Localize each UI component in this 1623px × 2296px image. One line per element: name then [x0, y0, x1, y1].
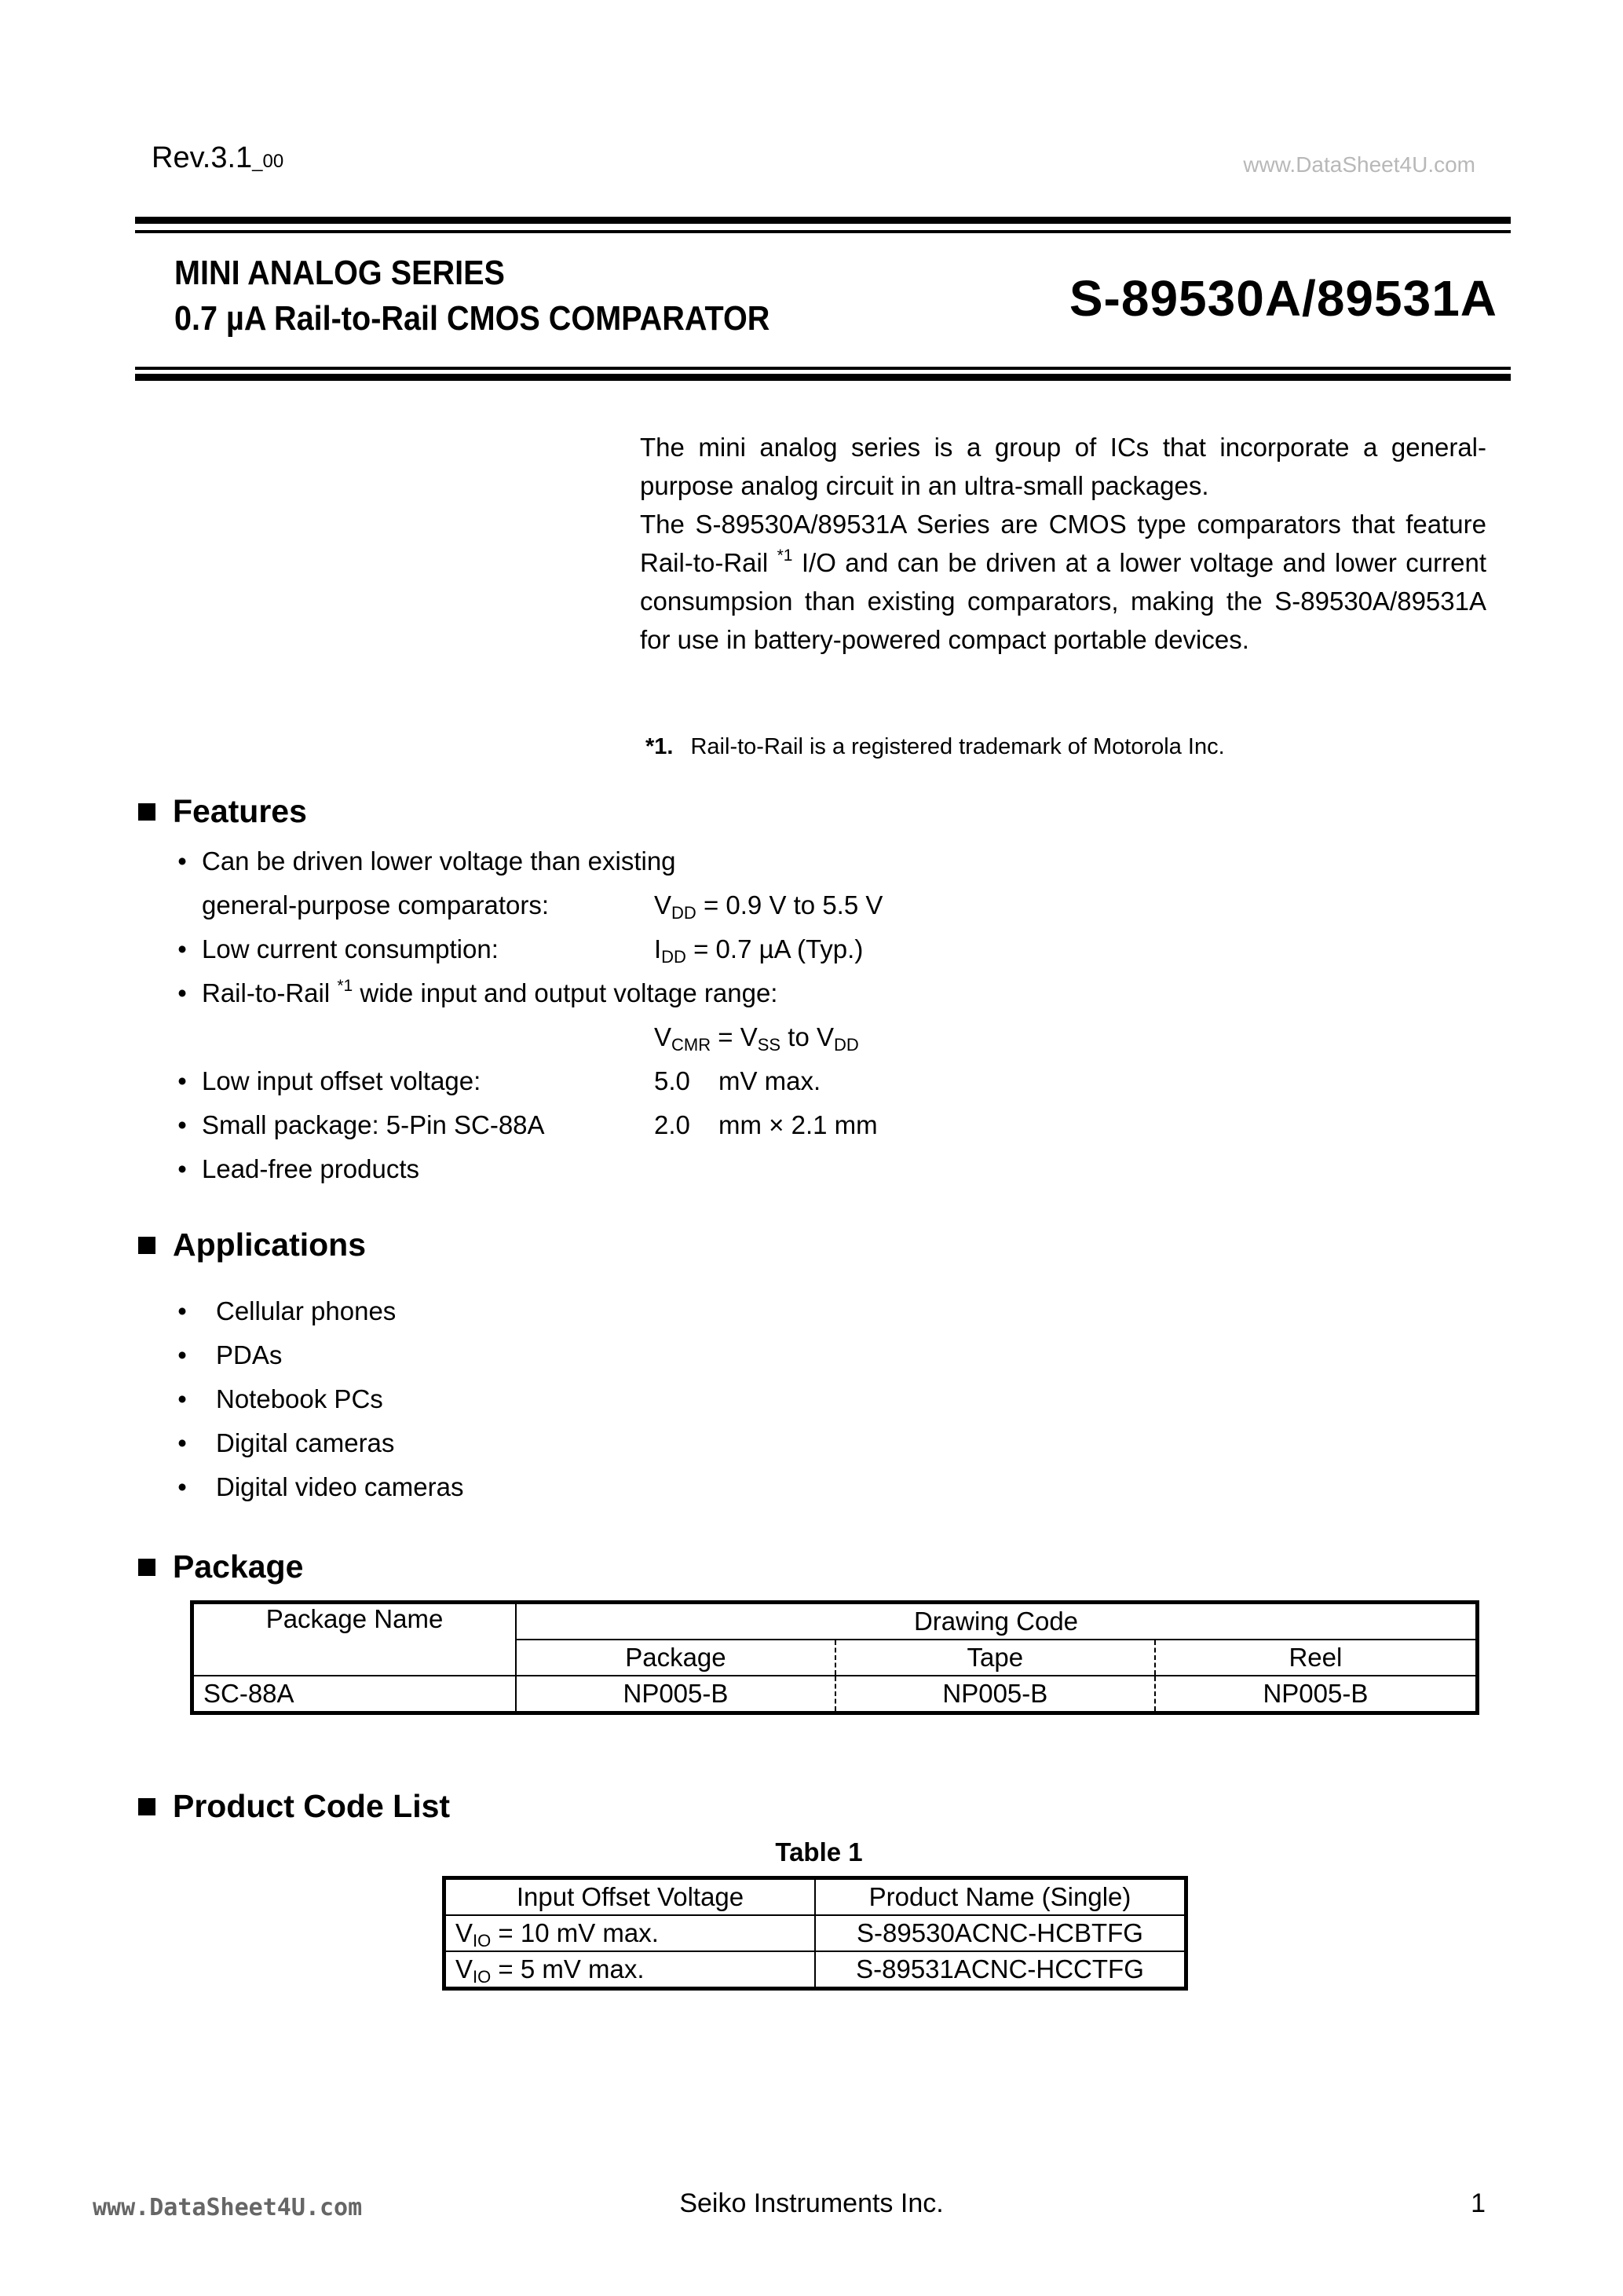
- cell-reel-code: NP005-B: [1155, 1676, 1478, 1713]
- cell-tape-code: NP005-B: [835, 1676, 1155, 1713]
- bullet-icon: •: [177, 1066, 187, 1095]
- symbol-v: V: [654, 1022, 672, 1051]
- equals-v: = V: [711, 1022, 758, 1051]
- bullet-icon: •: [177, 1296, 187, 1325]
- bullet-icon: •: [177, 1384, 187, 1413]
- application-item: PDAs: [216, 1340, 283, 1369]
- table-row: [444, 1915, 1186, 1951]
- table-row: [444, 1951, 1186, 1989]
- footnote: [645, 734, 1225, 760]
- bullet-icon: •: [177, 1154, 187, 1183]
- intro-p2-start: The S-89530A/89531A Series are CMOS type comparators that feature Rail-to-Rail: [640, 510, 1486, 577]
- cell-voltage: [444, 1951, 816, 1989]
- rail-text: Rail-to-Rail: [202, 978, 331, 1007]
- application-item: Digital video cameras: [216, 1472, 464, 1501]
- symbol-v: V: [455, 1918, 473, 1947]
- header-input-offset-voltage: Input Offset Voltage: [444, 1878, 816, 1916]
- feature-2-label: Low current consumption:: [202, 934, 499, 963]
- applications-heading-text: Applications: [173, 1227, 367, 1263]
- subscript: IO: [473, 1931, 492, 1951]
- square-bullet-icon: [138, 803, 155, 821]
- symbol-i: I: [654, 934, 662, 963]
- footer-company: Seiko Instruments Inc.: [679, 2188, 944, 2218]
- subscript: IO: [473, 1967, 492, 1987]
- value-text: = 5 mV max.: [491, 1954, 645, 1983]
- intro-text: [640, 428, 1486, 659]
- feature-1-line-2: general-purpose comparators:: [202, 890, 550, 919]
- feature-3-label: [202, 971, 777, 1015]
- bullet-icon: •: [177, 978, 187, 1007]
- footnote-ref: *1: [337, 977, 353, 995]
- to-v: to V: [780, 1022, 834, 1051]
- value-text: = 0.7 µA (Typ.): [685, 934, 864, 963]
- intro-p2-end: I/O and can be driven at a lower voltage and lower current consumpsion than existing comparators, making the S-89530A/89531A for use in battery-powered compact portable devices.: [640, 548, 1487, 654]
- header-product-name: Product Name (Single): [815, 1878, 1186, 1916]
- revision-text: Rev.3.1: [152, 141, 253, 174]
- intro-paragraph-1: The mini analog series is a group of ICs that incorporate a general-purpose analog circuit in an ultra-small packages.: [640, 433, 1486, 500]
- product-code-heading: [138, 1788, 450, 1825]
- device-subtitle: 0.7 µA Rail-to-Rail CMOS COMPARATOR: [174, 299, 770, 338]
- cell-product-name: S-89530ACNC-HCBTFG: [815, 1915, 1186, 1951]
- features-heading-text: Features: [173, 793, 307, 829]
- cell-product-name: S-89531ACNC-HCCTFG: [815, 1951, 1186, 1989]
- cell-package-code: NP005-B: [516, 1676, 835, 1713]
- symbol-v: V: [455, 1954, 473, 1983]
- feature-1-value: [654, 883, 883, 927]
- application-item: Digital cameras: [216, 1428, 395, 1457]
- range-text: wide input and output voltage range:: [353, 978, 778, 1007]
- square-bullet-icon: [138, 1798, 155, 1815]
- feature-5-label: Small package: 5-Pin SC-88A: [202, 1110, 545, 1139]
- application-item: Notebook PCs: [216, 1384, 383, 1413]
- subscript: DD: [833, 1035, 859, 1055]
- feature-4-number: 5.0: [654, 1066, 690, 1095]
- header-rule-bottom-thin: [135, 367, 1511, 370]
- bullet-icon: •: [177, 1340, 187, 1369]
- table-row: [192, 1676, 1478, 1713]
- header-package-name: Package Name: [192, 1603, 517, 1676]
- feature-5-number: 2.0: [654, 1110, 690, 1139]
- bullet-icon: •: [177, 1428, 187, 1457]
- revision-label: [152, 141, 283, 175]
- package-table: [190, 1600, 1479, 1715]
- footnote-text: Rail-to-Rail is a registered trademark of Motorola Inc.: [690, 734, 1225, 759]
- header-tape: Tape: [835, 1640, 1155, 1676]
- product-code-table: [442, 1876, 1188, 1991]
- footnote-mark: *1.: [645, 734, 674, 759]
- bullet-icon: •: [177, 846, 187, 876]
- header-rule-top-thin: [135, 230, 1511, 233]
- feature-6-label: Lead-free products: [202, 1154, 420, 1183]
- bullet-icon: •: [177, 1472, 187, 1501]
- subscript: DD: [661, 947, 686, 967]
- value-text: = 10 mV max.: [491, 1918, 659, 1947]
- feature-5-unit: mm × 2.1 mm: [718, 1110, 878, 1139]
- applications-heading: [138, 1227, 366, 1263]
- table-caption: Table 1: [775, 1837, 863, 1866]
- feature-4-label: Low input offset voltage:: [202, 1066, 481, 1095]
- feature-3-value: [654, 1015, 859, 1059]
- square-bullet-icon: [138, 1237, 155, 1254]
- subscript: DD: [671, 903, 696, 923]
- package-heading-text: Package: [173, 1548, 304, 1585]
- series-title: MINI ANALOG SERIES: [174, 254, 505, 292]
- feature-4-unit: mV max.: [718, 1066, 821, 1095]
- table-row: [192, 1603, 1478, 1640]
- feature-2-value: [654, 927, 863, 971]
- header-reel: Reel: [1155, 1640, 1478, 1676]
- product-code-heading-text: Product Code List: [173, 1788, 451, 1824]
- package-heading: [138, 1548, 303, 1585]
- header-package: Package: [516, 1640, 835, 1676]
- cell-package-name: SC-88A: [192, 1676, 517, 1713]
- watermark-bottom[interactable]: www.DataSheet4U.com: [93, 2194, 363, 2221]
- feature-1-line-1: Can be driven lower voltage than existing: [202, 846, 676, 876]
- bullet-icon: •: [177, 1110, 187, 1139]
- footnote-ref: *1: [777, 547, 793, 565]
- value-text: = 0.9 V to 5.5 V: [696, 890, 883, 919]
- header-drawing-code: Drawing Code: [516, 1603, 1478, 1640]
- header-rule-top-thick: [135, 217, 1511, 224]
- watermark-top[interactable]: www.DataSheet4U.com: [1243, 152, 1475, 177]
- revision-suffix: _00: [252, 151, 284, 172]
- table-row: [444, 1878, 1186, 1916]
- symbol-v: V: [654, 890, 672, 919]
- subscript: CMR: [671, 1035, 711, 1055]
- square-bullet-icon: [138, 1559, 155, 1576]
- bullet-icon: •: [177, 934, 187, 963]
- intro-paragraph-2: [640, 505, 1486, 659]
- subscript: SS: [757, 1035, 781, 1055]
- header-rule-bottom-thick: [135, 374, 1511, 381]
- cell-voltage: [444, 1915, 816, 1951]
- application-item: Cellular phones: [216, 1296, 397, 1325]
- page-number: 1: [1471, 2188, 1486, 2218]
- features-heading: [138, 793, 307, 830]
- part-number: S-89530A/89531A: [1069, 270, 1497, 327]
